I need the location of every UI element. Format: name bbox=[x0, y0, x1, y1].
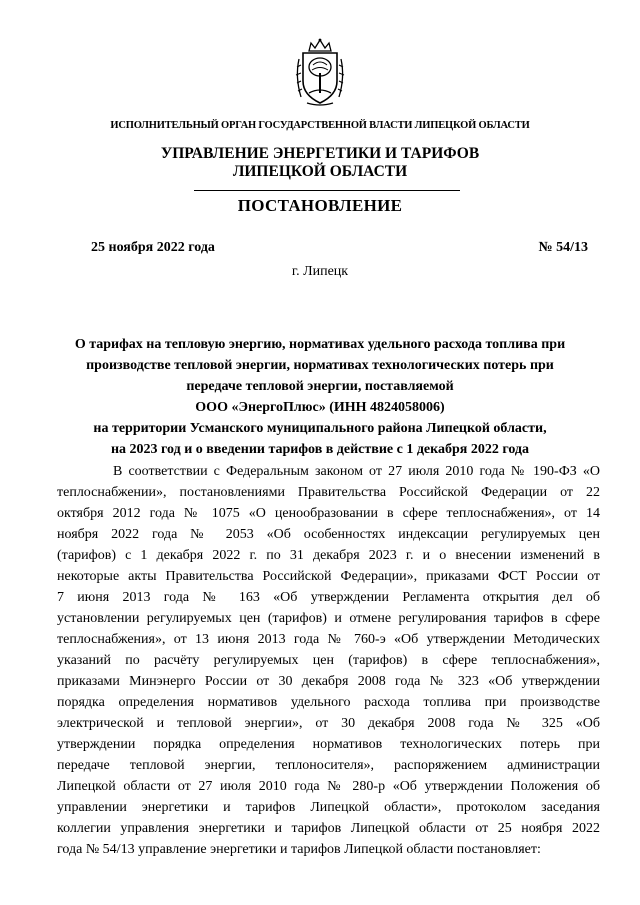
document-type: ПОСТАНОВЛЕНИЕ bbox=[237, 196, 403, 215]
title-line: передаче тепловой энергии, поставляемой bbox=[186, 379, 454, 394]
body-line: управлении энергетики и тарифов Липецкой области», протоколом заседания bbox=[57, 800, 600, 815]
body-line: (тарифов) с 1 декабря 2022 г. по 31 декабря 2023 г. и о внесении изменений в bbox=[57, 548, 600, 563]
body-line: 7 июня 2013 года № 163 «Об утверждении Регламента открытия дел об bbox=[57, 590, 600, 605]
title-line: на территории Усманского муниципального района Липецкой области, bbox=[93, 421, 547, 436]
body-line: электрической и тепловой энергии», от 30 декабря 2008 года № 325 «Об bbox=[57, 716, 600, 731]
body-line: года № 54/13 управление энергетики и тарифов Липецкой области постановляет: bbox=[57, 842, 541, 857]
body-line: приказами Минэнерго России от 30 декабря 2008 года № 323 «Об утверждении bbox=[57, 674, 600, 689]
body-line: коллегии управления энергетики и тарифов Липецкой области от 25 ноября 2022 bbox=[57, 821, 600, 836]
document-date: 25 ноября 2022 года bbox=[91, 240, 215, 255]
body-line: порядка определения нормативов удельного расхода топлива при производстве bbox=[57, 695, 600, 710]
body-line: теплоснабжении», постановлениями Правительства Российской Федерации от 22 bbox=[57, 485, 600, 500]
body-line: ноября 2022 года № 2053 «Об особенностях индексации регулируемых цен bbox=[57, 527, 600, 542]
body-line: передаче тепловой энергии, теплоносителя», распоряжением администрации bbox=[57, 758, 600, 773]
body-line: теплоснабжения», от 13 июня 2013 года № 760-э «Об утверждении Методических bbox=[57, 632, 600, 647]
body-line: указаний по расчёту регулируемых цен (тарифов) в сфере теплоснабжения», bbox=[57, 653, 600, 668]
body-line: утверждении порядка определения нормативов технологических потерь при bbox=[57, 737, 600, 752]
department-name bbox=[0, 145, 640, 181]
title-line: О тарифах на тепловую энергию, нормативах удельного расхода топлива при bbox=[74, 337, 566, 352]
preamble-paragraph bbox=[57, 461, 600, 860]
coat-of-arms-icon bbox=[291, 37, 349, 109]
body-line: некоторые акты Правительства Российской Федерации», приказами ФСТ России от bbox=[57, 569, 600, 584]
body-line: установлении регулируемых цен (тарифов) и отмене регулирования тарифов в сфере bbox=[57, 611, 600, 626]
issuing-authority-line: ИСПОЛНИТЕЛЬНЫЙ ОРГАН ГОСУДАРСТВЕННОЙ ВЛАСТИ ЛИПЕЦКОЙ ОБЛАСТИ bbox=[110, 120, 530, 131]
department-name-line1: УПРАВЛЕНИЕ ЭНЕРГЕТИКИ И ТАРИФОВ bbox=[160, 145, 480, 162]
document-number: № 54/13 bbox=[538, 240, 588, 255]
department-name-line2: ЛИПЕЦКОЙ ОБЛАСТИ bbox=[232, 163, 408, 180]
header-divider bbox=[194, 190, 460, 191]
document-title bbox=[40, 334, 600, 460]
body-line: В соответствии с Федеральным законом от 27 июля 2010 года № 190-ФЗ «О bbox=[113, 464, 600, 479]
body-line: октября 2012 года № 1075 «О ценообразовании в сфере теплоснабжения», от 14 bbox=[57, 506, 600, 521]
title-line: ООО «ЭнергоПлюс» (ИНН 4824058006) bbox=[195, 400, 445, 415]
title-line: производстве тепловой энергии, нормативах технологических потерь при bbox=[86, 358, 554, 373]
title-line: на 2023 год и о введении тарифов в действие с 1 декабря 2022 года bbox=[110, 442, 530, 457]
document-city: г. Липецк bbox=[291, 264, 349, 279]
body-line: Липецкой области от 27 июля 2010 года № 280-р «Об утверждении Положения об bbox=[57, 779, 600, 794]
